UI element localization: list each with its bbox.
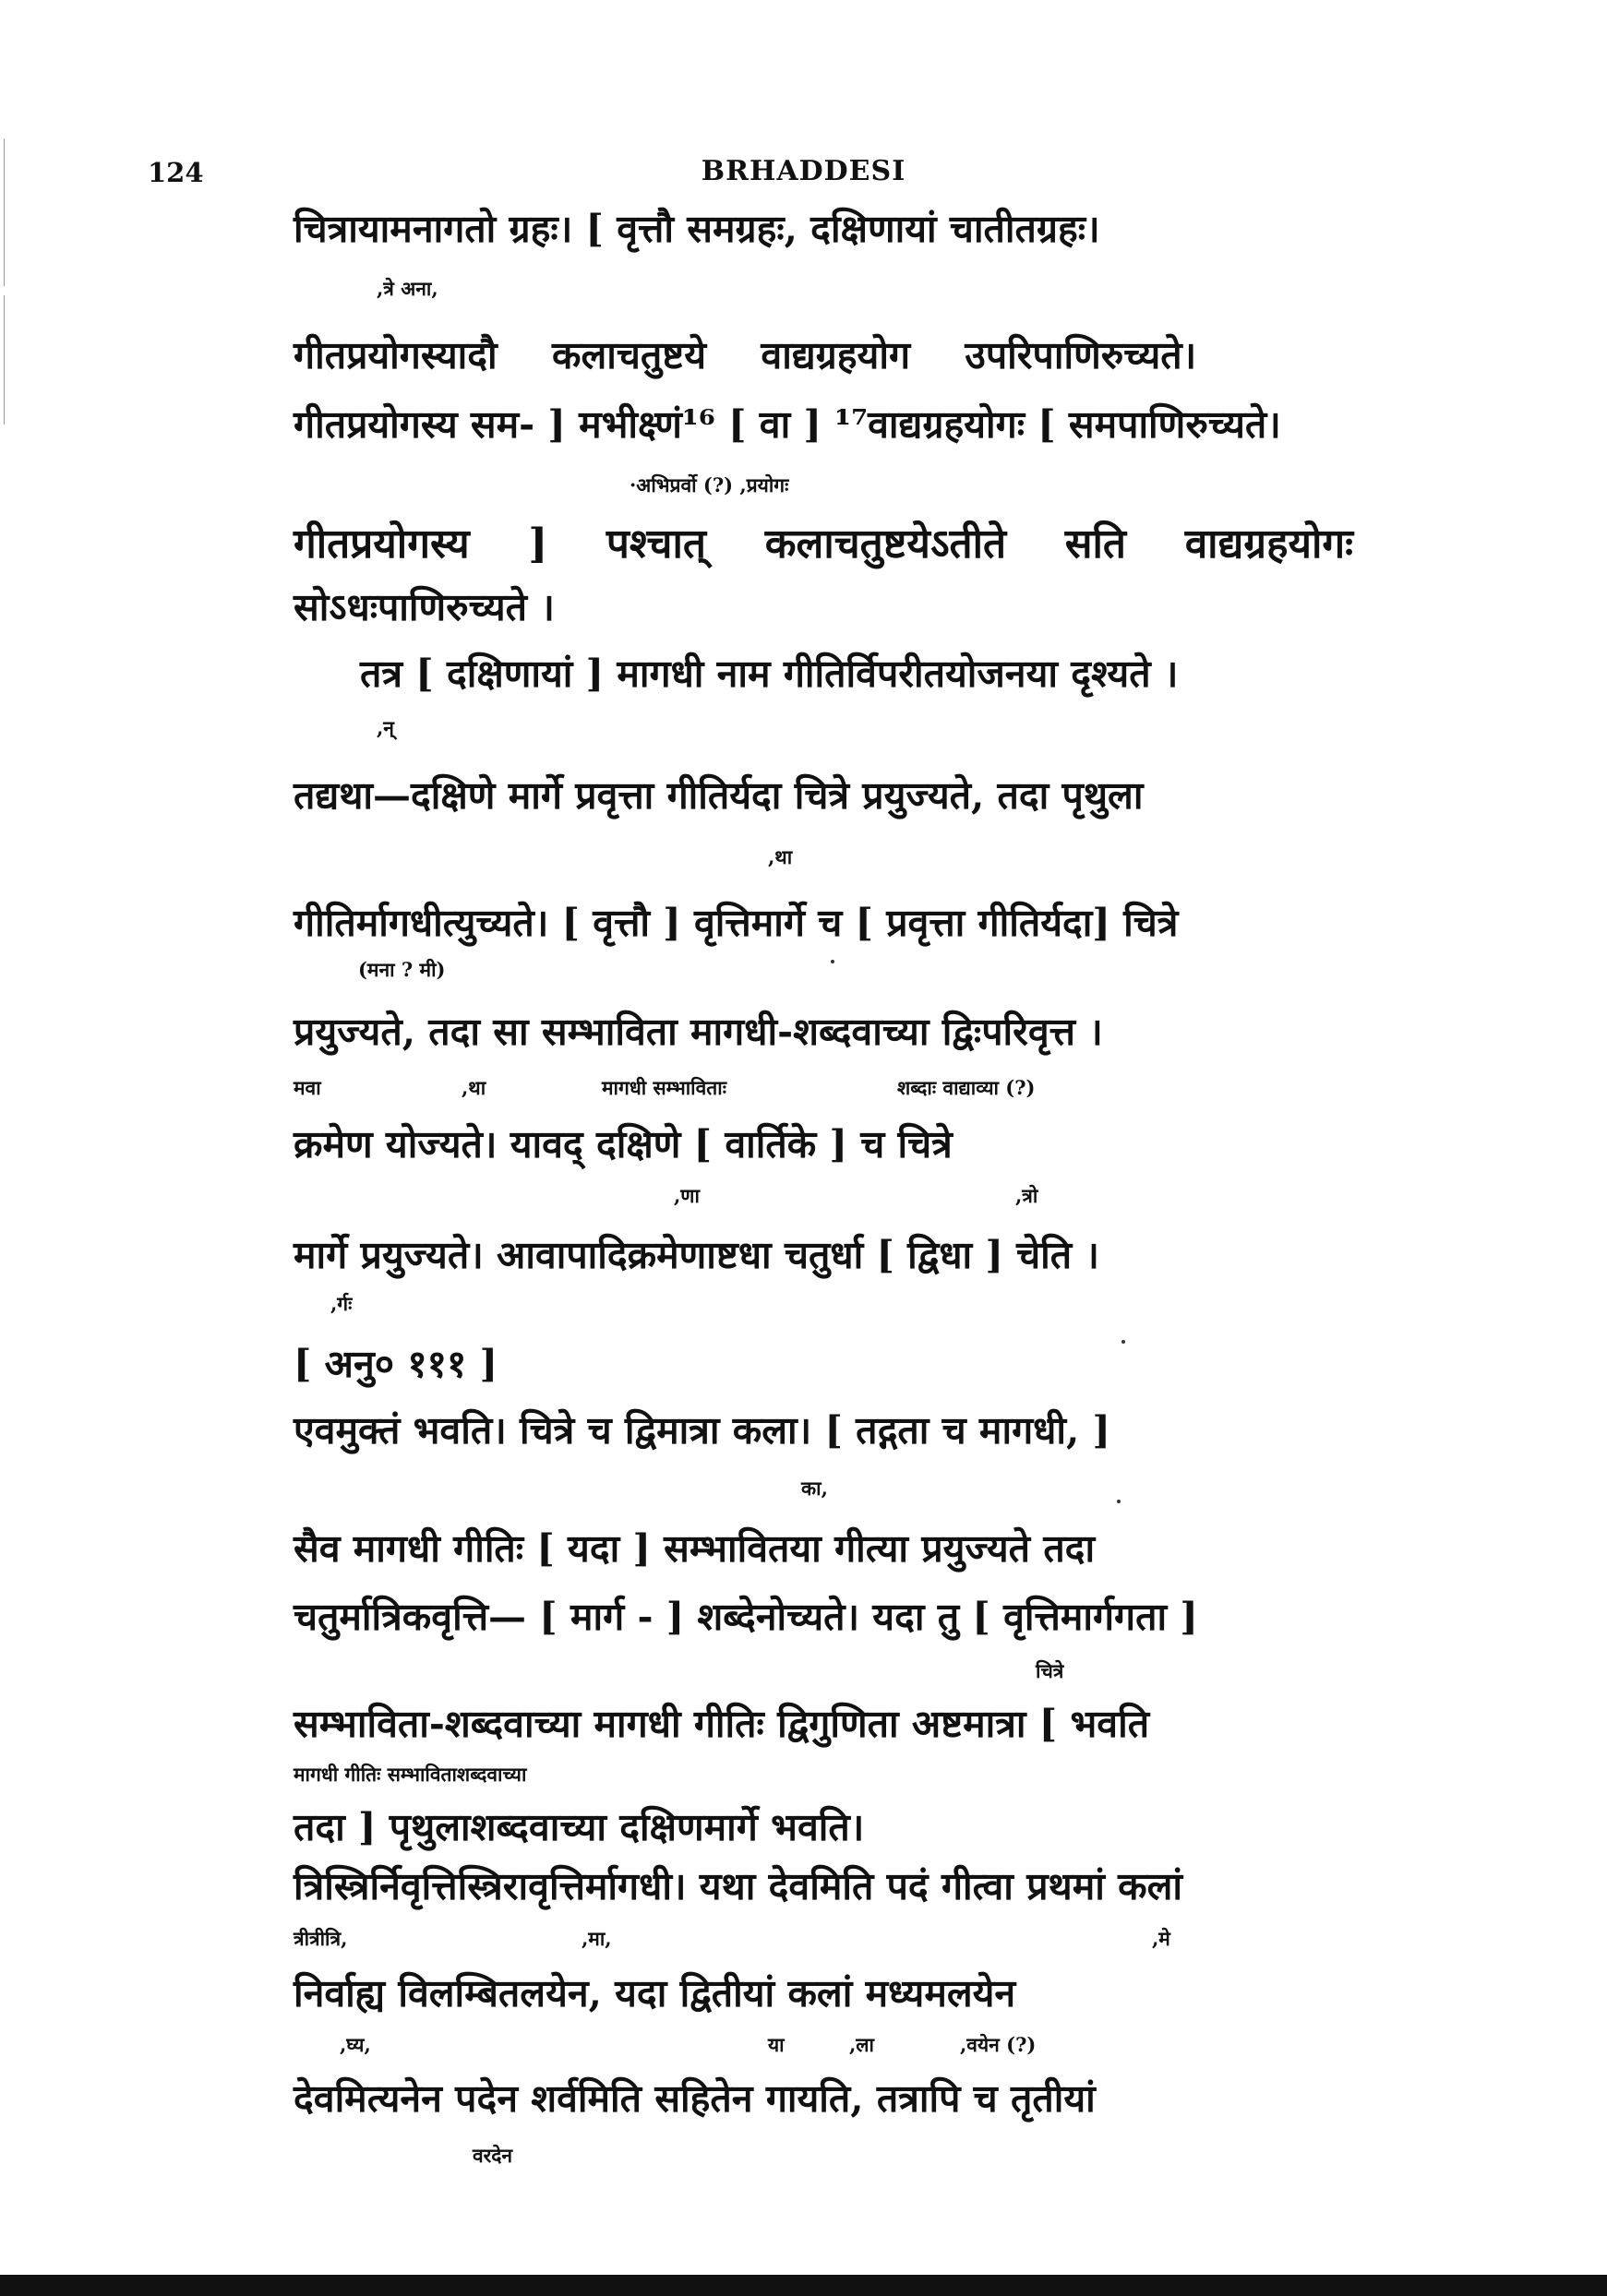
text-line-06: तत्र [ दक्षिणायां ] मागधी नाम गीतिर्विपरीतयोजनया दृश्यते । <box>360 652 1179 696</box>
text-line-20: देवमित्यनेन पदेन शर्वमिति सहितेन गायति, तत्रापि च तृतीयां <box>294 2076 1096 2121</box>
footnote-variant: त्रीत्रीत्रि, <box>294 1927 348 1950</box>
footnote-variant: ,मा, <box>582 1927 612 1950</box>
footnote-variant: मागधी गीतिः सम्भाविताशब्दवाच्या <box>294 1763 527 1786</box>
footnote-variant: ,था <box>768 845 793 868</box>
text-line-18: त्रिस्त्रिर्निवृत्तिस्त्रिरावृत्तिर्मागधी। यथा देवमिति पदं गीत्वा प्रथमां कलां <box>294 1864 1183 1908</box>
footnote-variant: वरदेन <box>473 2144 513 2167</box>
text-line-13: एवमुक्तं भवति। चित्रे च द्विमात्रा कला। [ तद्गता च मागधी, ] <box>294 1408 1110 1453</box>
footnote-variant: ,ला <box>849 2033 874 2056</box>
footnote-variant: ,था <box>462 1076 486 1099</box>
footnote-variant: ·अभिप्रर्वो (?) ,प्रयोगः <box>630 473 789 496</box>
footnote-variant: का, <box>801 1477 828 1500</box>
footnote-variant: ,त्रो <box>1015 1184 1038 1207</box>
text-line-04: गीतप्रयोगस्य ] पश्चात् कलाचतुष्टयेऽतीते सति वाद्यग्रहयोगः <box>294 520 1354 568</box>
footnote-variant: शब्दाः वाद्याव्या (?) <box>897 1076 1036 1099</box>
text-line-12: [ अनु० १११ ] <box>294 1342 498 1386</box>
scan-speck <box>831 960 834 963</box>
text-line-05: सोऽधःपाणिरुच्यते । <box>294 585 555 629</box>
text-line-17: तदा ] पृथुलाशब्दवाच्या दक्षिणमार्गे भवति। <box>294 1805 865 1849</box>
text-line-16: सम्भाविता-शब्दवाच्या मागधी गीतिः द्विगुणिता अष्टमात्रा [ भवति <box>294 1702 1150 1746</box>
footnote-variant: ,मे <box>1152 1927 1170 1950</box>
text-line-14: सैव मागधी गीतिः [ यदा ] सम्भावितया गीत्या प्रयुज्यते तदा <box>294 1526 1096 1571</box>
binding-edge-mark <box>4 295 5 425</box>
running-title: BRHADDESI <box>701 155 906 187</box>
text-line-11: मार्गे प्रयुज्यते। आवापादिक्रमेणाष्टधा चतुर्धा [ द्विधा ] चेति । <box>294 1233 1099 1277</box>
footnote-variant: ,वयेन (?) <box>960 2033 1037 2056</box>
footnote-variant: या <box>768 2033 785 2056</box>
scan-border-bar <box>0 2275 1607 2296</box>
text-line-10: क्रमेण योज्यते। यावद् दक्षिणे [ वार्तिके ] च चित्रे <box>294 1122 953 1166</box>
footnote-variant: ,घ्य, <box>340 2033 371 2056</box>
text-line-03: गीतप्रयोगस्य सम- ] मभीक्ष्णं¹⁶ [ वा ] ¹⁷वाद्यग्रहयोगः [ समपाणिरुच्यते। <box>294 402 1281 447</box>
text-line-07: तद्यथा—दक्षिणे मार्गे प्रवृत्ता गीतिर्यदा चित्रे प्रयुज्यते, तदा पृथुला <box>294 773 1144 818</box>
footnote-variant: (मना ? मी) <box>358 958 446 981</box>
footnote-variant: ,त्रे अना, <box>377 277 438 300</box>
scan-speck <box>1117 1500 1121 1503</box>
footnote-variant: मागधी सम्भाविताः <box>602 1076 726 1099</box>
text-line-08: गीतिर्मागधीत्युच्यते। [ वृत्तौ ] वृत्तिमार्गे च [ प्रवृत्ता गीतिर्यदा] चित्रे <box>294 901 1179 945</box>
footnote-variant: ,णा <box>674 1184 700 1207</box>
page-number: 124 <box>148 157 204 188</box>
footnote-variant: ,न् <box>377 716 394 739</box>
text-line-15: चतुर्मात्रिकवृत्ति— [ मार्ग - ] शब्देनोच्यते। यदा तु [ वृत्तिमार्गगता ] <box>294 1595 1198 1639</box>
text-line-02: गीतप्रयोगस्यादौ कलाचतुष्टये वाद्यग्रहयोग उपरिपाणिरुच्यते। <box>294 333 1197 377</box>
text-line-01: चित्रायामनागतो ग्रहः। [ वृत्तौ समग्रहः, दक्षिणायां चातीतग्रहः। <box>294 207 1100 251</box>
footnote-variant: ,र्गः <box>330 1292 353 1315</box>
footnote-variant: मवा <box>294 1076 321 1099</box>
text-line-09: प्रयुज्यते, तदा सा सम्भाविता मागधी-शब्दवाच्या द्विःपरिवृत्त । <box>294 1010 1103 1054</box>
text-line-19: निर्वाह्य विलम्बितलयेन, यदा द्वितीयां कलां मध्यमलयेन <box>294 1971 1016 2015</box>
footnote-variant: चित्रे <box>1036 1659 1064 1682</box>
scan-speck <box>1121 1340 1125 1344</box>
